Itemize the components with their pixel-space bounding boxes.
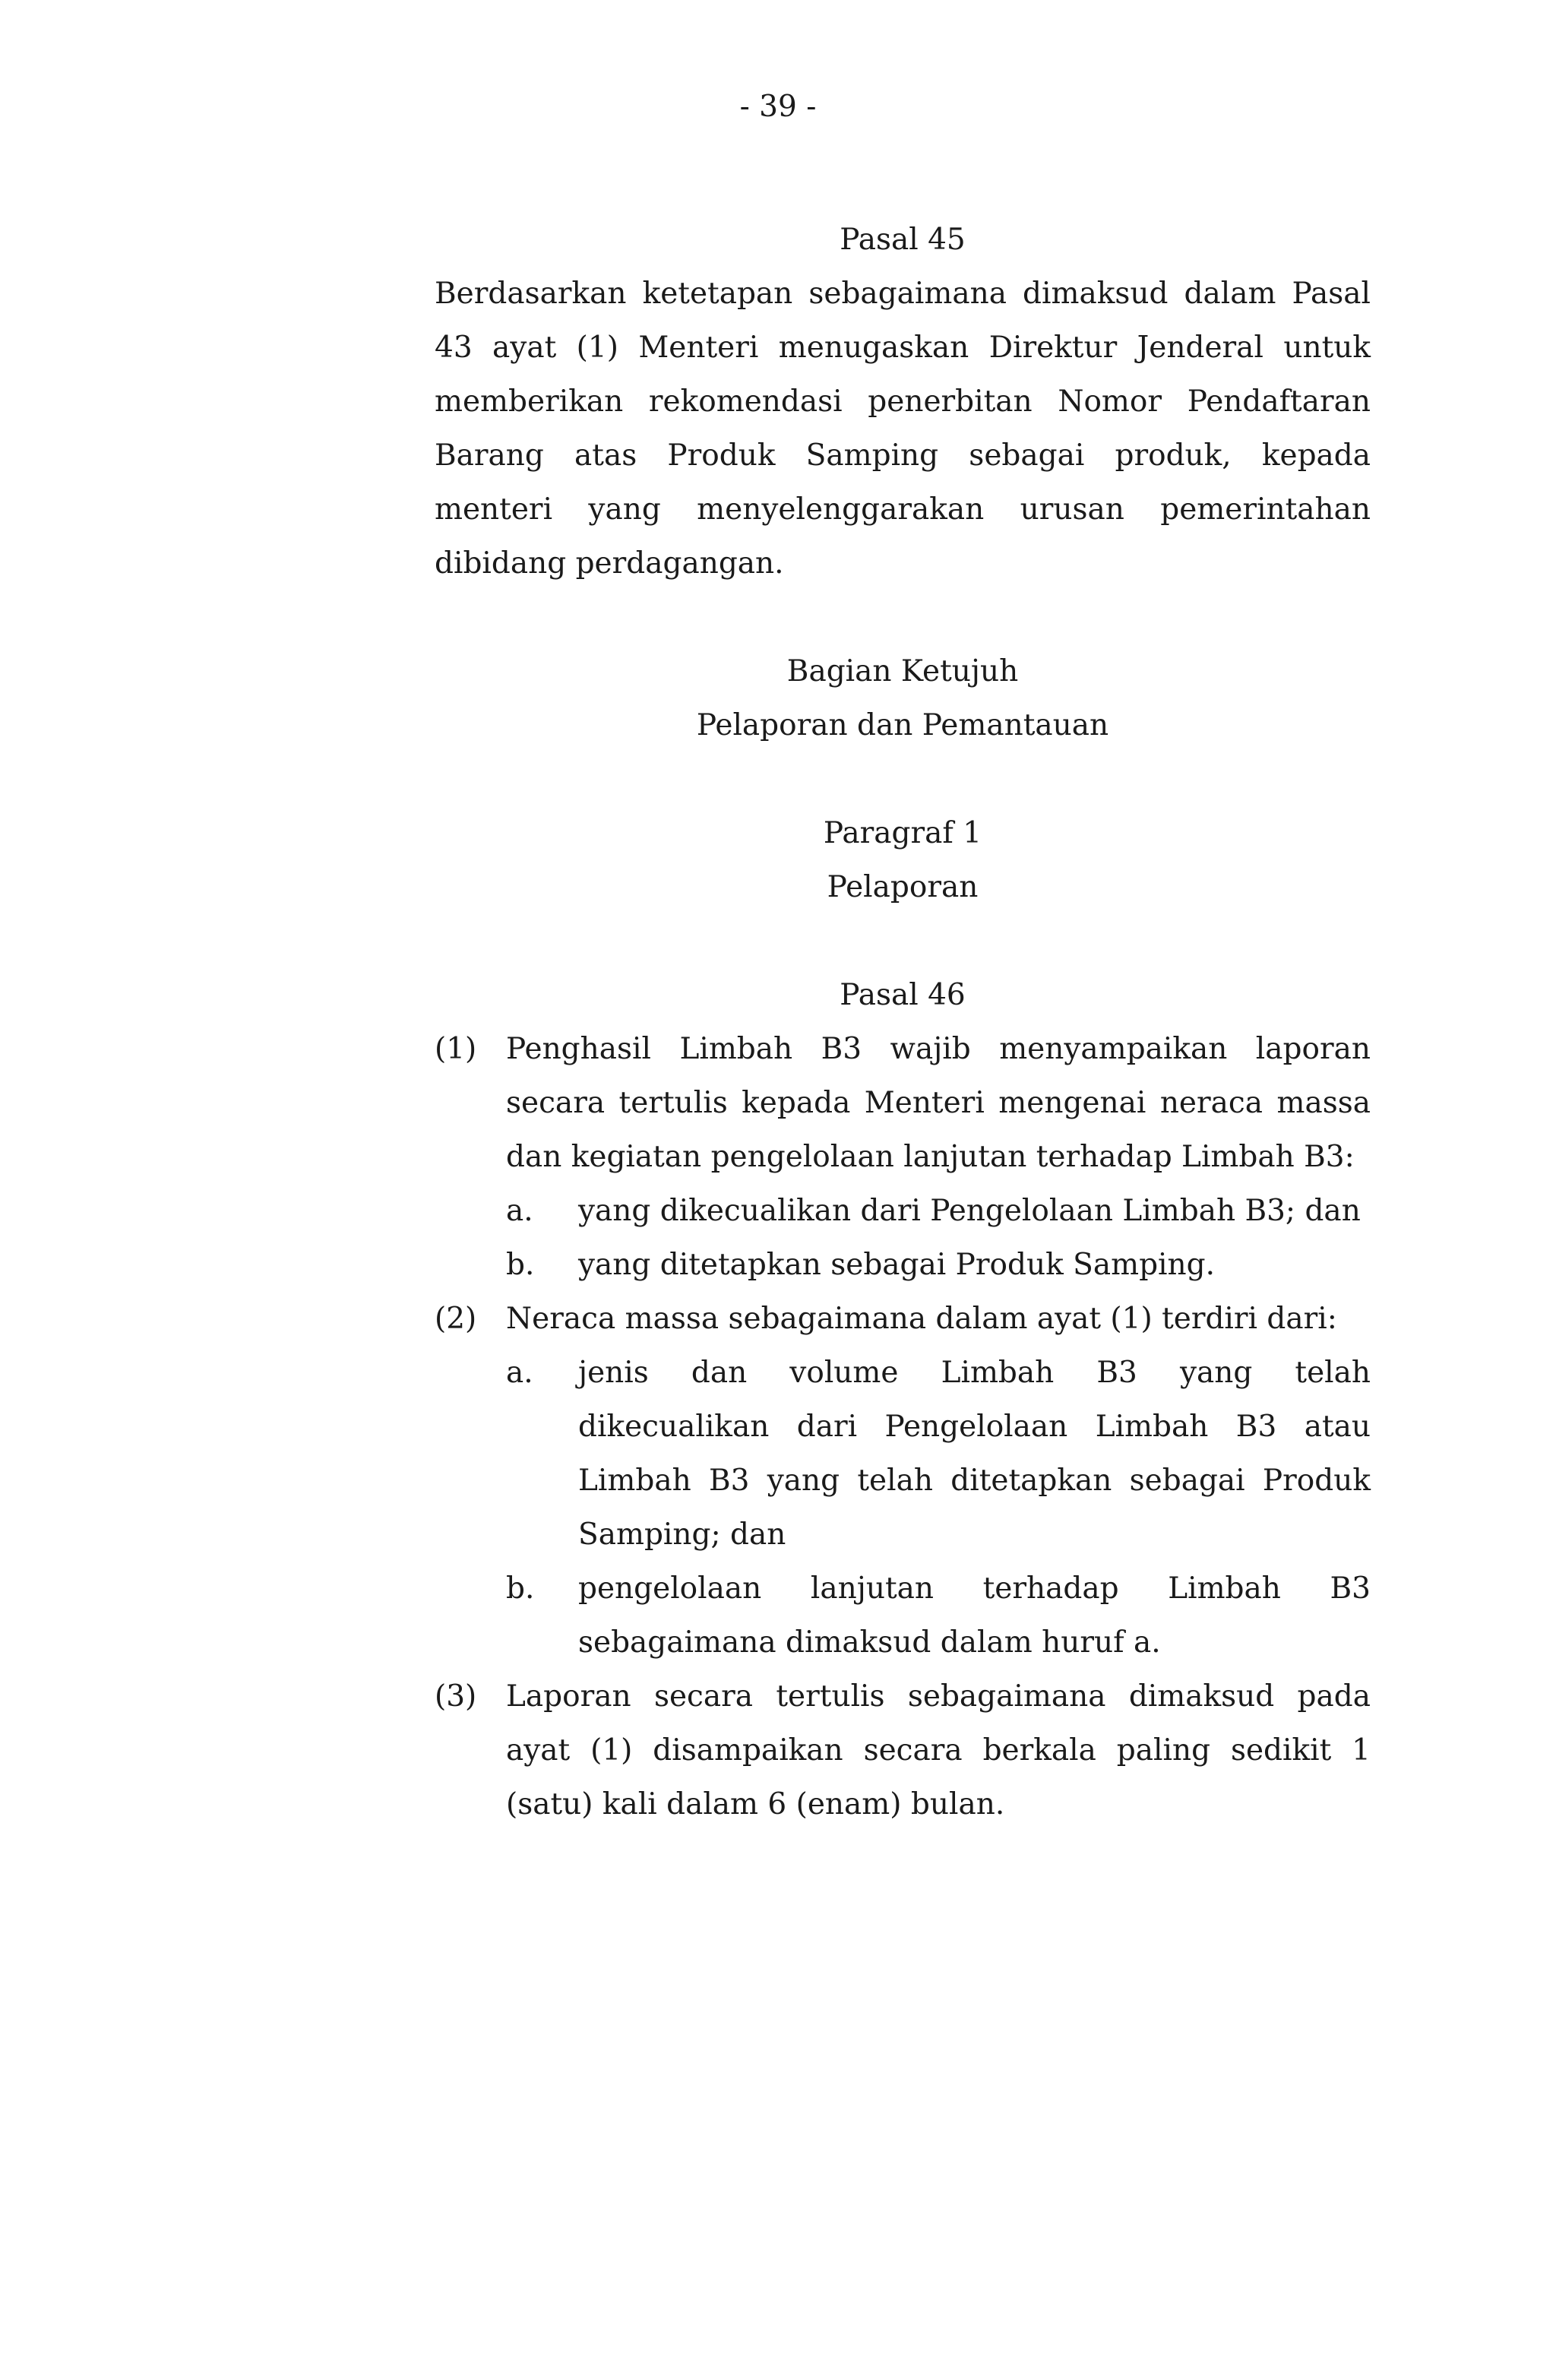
subitem-text: pengelolaan lanjutan terhadap Limbah B3 sebagaimana dimaksud dalam huruf a. bbox=[578, 1571, 1371, 1660]
ayat-1-subitem-a bbox=[506, 1184, 1371, 1238]
pasal-46-heading: Pasal 46 bbox=[840, 978, 966, 1012]
ayat-number: (2) bbox=[435, 1302, 477, 1336]
subitem-text: jenis dan volume Limbah B3 yang telah dikecualikan dari Pengelolaan Limbah B3 atau Limbah B3 yang telah ditetapkan sebagai Produk Samping; dan bbox=[578, 1356, 1371, 1552]
spacer bbox=[435, 590, 1371, 644]
ayat-3 bbox=[435, 1669, 1371, 1831]
subitem-text: yang ditetapkan sebagai Produk Samping. bbox=[578, 1248, 1215, 1282]
ayat-text: Laporan secara tertulis sebagaimana dimaksud pada ayat (1) disampaikan secara berkala paling sedikit 1 (satu) kali dalam 6 (enam) bulan. bbox=[506, 1679, 1371, 1821]
ayat-content bbox=[506, 1292, 1371, 1669]
paragraf-title: Paragraf 1 bbox=[823, 816, 982, 850]
subitem-letter: b. bbox=[506, 1248, 535, 1282]
ayat-1-subitem-b bbox=[506, 1238, 1371, 1292]
pasal-45-text: Berdasarkan ketetapan sebagaimana dimaksud dalam Pasal 43 ayat (1) Menteri menugaskan Direktur Jenderal untuk memberikan rekomendasi penerbitan Nomor Pendaftaran Barang atas Produk Samping sebagai produk, kepada menteri yang menyelenggarakan urusan pemerintahan dibidang perdagangan. bbox=[435, 277, 1371, 581]
page-number: - 39 - bbox=[739, 90, 817, 124]
subitem-text: yang dikecualikan dari Pengelolaan Limbah B3; dan bbox=[578, 1194, 1361, 1228]
ayat-text: Penghasil Limbah B3 wajib menyampaikan laporan secara tertulis kepada Menteri mengenai neraca massa dan kegiatan pengelolaan lanjutan terhadap Limbah B3: bbox=[506, 1032, 1371, 1174]
subitem-letter: a. bbox=[506, 1194, 533, 1228]
ayat-2-subitem-a bbox=[506, 1346, 1371, 1562]
subitem-letter: b. bbox=[506, 1571, 535, 1606]
bagian-subtitle: Pelaporan dan Pemantauan bbox=[696, 708, 1109, 742]
subitem-letter: a. bbox=[506, 1356, 533, 1390]
bagian-title: Bagian Ketujuh bbox=[786, 654, 1019, 688]
pasal-45-heading: Pasal 45 bbox=[840, 223, 966, 257]
paragraf-subtitle: Pelaporan bbox=[827, 870, 979, 904]
spacer bbox=[435, 752, 1371, 806]
ayat-2-subitem-b bbox=[506, 1562, 1371, 1669]
ayat-2 bbox=[435, 1292, 1371, 1669]
ayat-content bbox=[506, 1022, 1371, 1292]
document-body bbox=[435, 213, 1371, 1831]
spacer bbox=[435, 914, 1371, 968]
ayat-number: (1) bbox=[435, 1032, 477, 1066]
ayat-1 bbox=[435, 1022, 1371, 1292]
ayat-number: (3) bbox=[435, 1679, 477, 1714]
ayat-text: Neraca massa sebagaimana dalam ayat (1) terdiri dari: bbox=[506, 1302, 1337, 1336]
